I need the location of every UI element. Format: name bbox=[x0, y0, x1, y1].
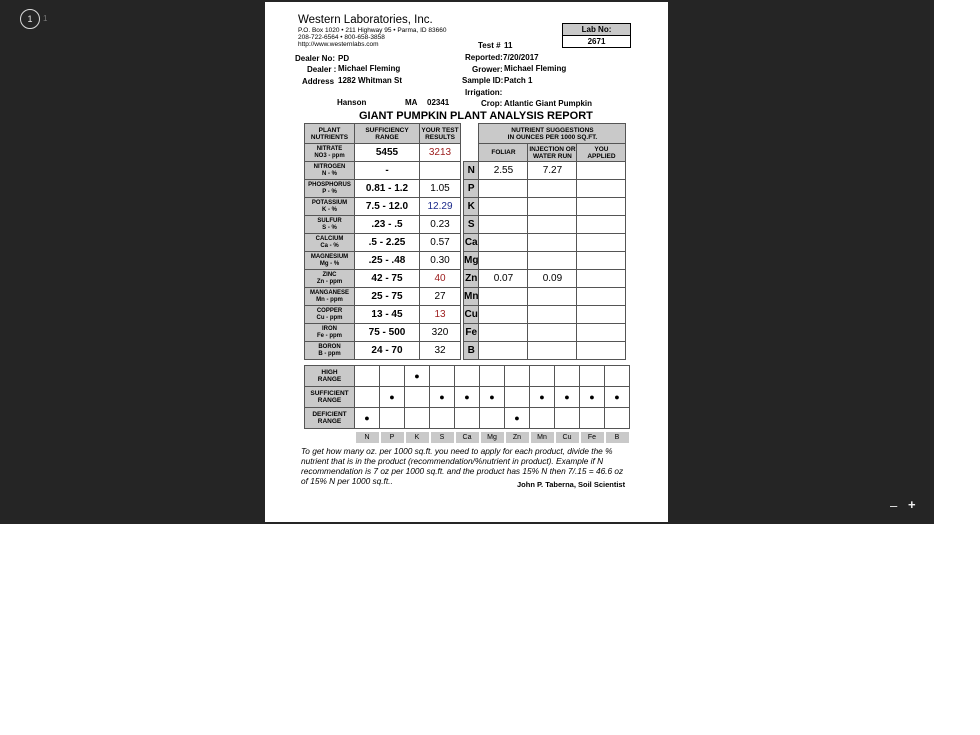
range-mark bbox=[580, 408, 605, 429]
nutrient-range: .5 - 2.25 bbox=[355, 234, 420, 252]
foliar-value bbox=[479, 288, 528, 306]
injection-value bbox=[528, 234, 577, 252]
nutrient-result: 320 bbox=[420, 324, 461, 342]
page-total: 1 bbox=[43, 14, 48, 23]
nutrient-letter: Zn bbox=[464, 270, 479, 288]
range-mark bbox=[355, 387, 380, 408]
range-mark bbox=[405, 408, 430, 429]
nutrient-row bbox=[305, 270, 626, 288]
range-label: DEFICIENT RANGE bbox=[305, 408, 355, 429]
range-column-label: Zn bbox=[505, 429, 530, 444]
range-mark bbox=[480, 366, 505, 387]
applied-value bbox=[577, 216, 626, 234]
injection-value: 0.09 bbox=[528, 270, 577, 288]
injection-value bbox=[528, 342, 577, 360]
range-mark bbox=[355, 366, 380, 387]
nutrient-range: 42 - 75 bbox=[355, 270, 420, 288]
range-mark: ● bbox=[580, 387, 605, 408]
grower-value: Michael Fleming bbox=[504, 64, 567, 73]
range-column-label: Fe bbox=[580, 429, 605, 444]
nutrient-letter: Mn bbox=[464, 288, 479, 306]
nutrient-letter: N bbox=[464, 162, 479, 180]
range-column-label: Cu bbox=[555, 429, 580, 444]
range-mark bbox=[455, 408, 480, 429]
foliar-value bbox=[479, 306, 528, 324]
lab-name: Western Laboratories, Inc. bbox=[298, 14, 433, 26]
injection-value bbox=[528, 198, 577, 216]
nutrient-name: BORON B - ppm bbox=[305, 342, 355, 360]
nutrient-result: 1.05 bbox=[420, 180, 461, 198]
header-nutrient-suggestions: NUTRIENT SUGGESTIONS IN OUNCES PER 1000 SQ.FT. bbox=[479, 124, 626, 144]
range-mark: ● bbox=[505, 408, 530, 429]
applied-value bbox=[577, 234, 626, 252]
nitrate-range: 5455 bbox=[355, 144, 420, 162]
nutrient-letter: Ca bbox=[464, 234, 479, 252]
dealer-value: Michael Fleming bbox=[338, 64, 401, 73]
applied-value bbox=[577, 162, 626, 180]
range-column-label: P bbox=[380, 429, 405, 444]
report-title: GIANT PUMPKIN PLANT ANALYSIS REPORT bbox=[359, 110, 593, 122]
nutrient-letter: B bbox=[464, 342, 479, 360]
nutrient-row bbox=[305, 288, 626, 306]
nutrient-letter: K bbox=[464, 198, 479, 216]
range-mark bbox=[380, 366, 405, 387]
range-mark: ● bbox=[555, 387, 580, 408]
range-row bbox=[305, 387, 630, 408]
range-mark: ● bbox=[355, 408, 380, 429]
lab-address: P.O. Box 1020 • 211 Highway 95 • Parma, ID 83660 bbox=[298, 27, 447, 34]
applied-value bbox=[577, 198, 626, 216]
state: MA bbox=[405, 98, 418, 107]
range-column-label: S bbox=[430, 429, 455, 444]
current-page: 1 bbox=[27, 14, 33, 24]
nutrient-row bbox=[305, 180, 626, 198]
range-mark: ● bbox=[455, 387, 480, 408]
dealer-no-value: PD bbox=[338, 54, 350, 63]
nutrient-name: IRON Fe - ppm bbox=[305, 324, 355, 342]
range-mark: ● bbox=[380, 387, 405, 408]
page-number-badge[interactable] bbox=[20, 9, 40, 29]
range-mark bbox=[505, 387, 530, 408]
dealer-no-label: Dealer No: bbox=[295, 54, 336, 63]
header-you-applied: YOU APPLIED bbox=[577, 144, 626, 162]
nutrient-letter: Mg bbox=[464, 252, 479, 270]
lab-number-label: Lab No: bbox=[563, 24, 630, 36]
nitrate-result: 3213 bbox=[420, 144, 461, 162]
nutrient-name: MAGNESIUM Mg - % bbox=[305, 252, 355, 270]
range-mark bbox=[405, 387, 430, 408]
application-note: To get how many oz. per 1000 sq.ft. you need to apply for each product, divide the % nutrient that is in the product (recommendation/%nutrient in product). Example if N recommendation is 7 oz per 1000 sq.ft. and the product has 15% N then 7/.15 = 46.6 oz of 15% N per 1000 sq.ft.. bbox=[301, 446, 624, 486]
nutrient-result: 0.23 bbox=[420, 216, 461, 234]
nutrient-letter: S bbox=[464, 216, 479, 234]
foliar-value bbox=[479, 180, 528, 198]
injection-value bbox=[528, 216, 577, 234]
foliar-value bbox=[479, 324, 528, 342]
reported-label: Reported: bbox=[465, 53, 503, 62]
address-value: 1282 Whitman St bbox=[338, 76, 403, 85]
foliar-value bbox=[479, 342, 528, 360]
range-mark bbox=[380, 408, 405, 429]
zip: 02341 bbox=[427, 98, 450, 107]
header-injection: INJECTION OR WATER RUN bbox=[529, 145, 576, 160]
sample-id-value: Patch 1 bbox=[504, 76, 533, 85]
test-number-value: 11 bbox=[504, 41, 513, 50]
range-column-label: Mn bbox=[530, 429, 555, 444]
injection-value bbox=[528, 180, 577, 198]
range-mark: ● bbox=[405, 366, 430, 387]
test-number-label: Test # bbox=[478, 41, 501, 50]
nutrient-letter: Fe bbox=[464, 324, 479, 342]
foliar-value bbox=[479, 216, 528, 234]
lab-website: http://www.westernlabs.com bbox=[298, 41, 379, 48]
lab-number-box bbox=[562, 23, 631, 48]
range-mark: ● bbox=[480, 387, 505, 408]
nutrient-name: NITROGEN N - % bbox=[305, 162, 355, 180]
range-chart bbox=[304, 365, 630, 443]
zoom-in-button[interactable]: + bbox=[908, 497, 916, 512]
nutrient-result: 13 bbox=[420, 306, 461, 324]
nutrient-row bbox=[305, 216, 626, 234]
range-mark bbox=[480, 408, 505, 429]
nutrient-range: 13 - 45 bbox=[355, 306, 420, 324]
nutrient-name: PHOSPHORUS P - % bbox=[305, 180, 355, 198]
dealer-label: Dealer : bbox=[307, 65, 337, 74]
grower-label: Grower: bbox=[472, 65, 503, 74]
range-column-label: N bbox=[355, 429, 380, 444]
range-row bbox=[305, 366, 630, 387]
nutrient-row bbox=[305, 306, 626, 324]
reported-value: 7/20/2017 bbox=[503, 53, 539, 62]
nutrient-result bbox=[420, 162, 461, 180]
nutrient-result: 0.57 bbox=[420, 234, 461, 252]
report-page bbox=[265, 2, 668, 522]
nutrient-letter: Cu bbox=[464, 306, 479, 324]
nutrient-table bbox=[304, 123, 626, 360]
nutrient-result: 12.29 bbox=[420, 198, 461, 216]
range-column-label: B bbox=[605, 429, 630, 444]
range-mark: ● bbox=[430, 387, 455, 408]
header-sufficiency-range: SUFFICIENCY RANGE bbox=[355, 124, 420, 144]
range-column-label: K bbox=[405, 429, 430, 444]
nutrient-range: .23 - .5 bbox=[355, 216, 420, 234]
lab-number-value: 2671 bbox=[587, 37, 606, 46]
nutrient-range: 24 - 70 bbox=[355, 342, 420, 360]
nutrient-result: 40 bbox=[420, 270, 461, 288]
nutrient-range: 25 - 75 bbox=[355, 288, 420, 306]
nutrient-letter: P bbox=[464, 180, 479, 198]
header-test-results: YOUR TEST RESULTS bbox=[420, 124, 461, 144]
range-mark bbox=[455, 366, 480, 387]
irrigation-label: Irrigation: bbox=[465, 88, 503, 97]
nutrient-row bbox=[305, 198, 626, 216]
nutrient-row bbox=[305, 252, 626, 270]
nutrient-range: - bbox=[355, 162, 420, 180]
range-mark bbox=[605, 408, 630, 429]
nutrient-name: POTASSIUM K - % bbox=[305, 198, 355, 216]
crop-label: Crop: bbox=[481, 99, 503, 108]
range-mark: ● bbox=[605, 387, 630, 408]
injection-value: 7.27 bbox=[528, 162, 577, 180]
range-column-label: Ca bbox=[455, 429, 480, 444]
nutrient-result: 27 bbox=[420, 288, 461, 306]
applied-value bbox=[577, 324, 626, 342]
crop-value: Atlantic Giant Pumpkin bbox=[504, 99, 593, 108]
range-mark bbox=[580, 366, 605, 387]
nutrient-result: 32 bbox=[420, 342, 461, 360]
header-plant-nutrients: PLANT NUTRIENTS bbox=[305, 124, 355, 144]
address-label: Address bbox=[302, 77, 335, 86]
range-mark bbox=[430, 408, 455, 429]
range-column-labels bbox=[305, 429, 630, 444]
range-row bbox=[305, 408, 630, 429]
applied-value bbox=[577, 306, 626, 324]
zoom-out-button[interactable]: – bbox=[890, 498, 898, 513]
nutrient-name: SULFUR S - % bbox=[305, 216, 355, 234]
applied-value bbox=[577, 252, 626, 270]
nutrient-range: 7.5 - 12.0 bbox=[355, 198, 420, 216]
range-label: SUFFICIENT RANGE bbox=[305, 387, 355, 408]
foliar-value: 0.07 bbox=[479, 270, 528, 288]
nutrient-range: 75 - 500 bbox=[355, 324, 420, 342]
nutrient-row bbox=[305, 324, 626, 342]
applied-value bbox=[577, 180, 626, 198]
applied-value bbox=[577, 288, 626, 306]
nitrate-name: NITRATE NO3 - ppm bbox=[305, 144, 355, 162]
foliar-value bbox=[479, 234, 528, 252]
nutrient-name: CALCIUM Ca - % bbox=[305, 234, 355, 252]
range-mark bbox=[555, 408, 580, 429]
signature: John P. Taberna, Soil Scientist bbox=[517, 480, 626, 489]
nutrient-result: 0.30 bbox=[420, 252, 461, 270]
applied-value bbox=[577, 270, 626, 288]
applied-value bbox=[577, 342, 626, 360]
header-foliar: FOLIAR bbox=[479, 144, 528, 162]
foliar-value bbox=[479, 252, 528, 270]
nitrate-row bbox=[305, 144, 626, 162]
nutrient-name: ZINC Zn - ppm bbox=[305, 270, 355, 288]
lab-phone: 208-722-6564 • 800-658-3858 bbox=[298, 34, 385, 41]
foliar-value: 2.55 bbox=[479, 162, 528, 180]
nutrient-range: 0.81 - 1.2 bbox=[355, 180, 420, 198]
injection-value bbox=[528, 252, 577, 270]
nutrient-row bbox=[305, 234, 626, 252]
range-mark bbox=[530, 408, 555, 429]
injection-value bbox=[528, 324, 577, 342]
range-column-label: Mg bbox=[480, 429, 505, 444]
range-mark bbox=[530, 366, 555, 387]
range-mark bbox=[605, 366, 630, 387]
nutrient-range: .25 - .48 bbox=[355, 252, 420, 270]
nutrient-row bbox=[305, 162, 626, 180]
range-mark bbox=[430, 366, 455, 387]
range-mark bbox=[505, 366, 530, 387]
range-label: HIGH RANGE bbox=[305, 366, 355, 387]
injection-value bbox=[528, 288, 577, 306]
nutrient-name: COPPER Cu - ppm bbox=[305, 306, 355, 324]
city: Hanson bbox=[337, 98, 367, 107]
nutrient-row bbox=[305, 342, 626, 360]
foliar-value bbox=[479, 198, 528, 216]
range-mark: ● bbox=[530, 387, 555, 408]
nutrient-name: MANGANESE Mn - ppm bbox=[305, 288, 355, 306]
range-mark bbox=[555, 366, 580, 387]
nutrient-table-header bbox=[305, 124, 626, 144]
injection-value bbox=[528, 306, 577, 324]
sample-id-label: Sample ID: bbox=[462, 76, 504, 85]
